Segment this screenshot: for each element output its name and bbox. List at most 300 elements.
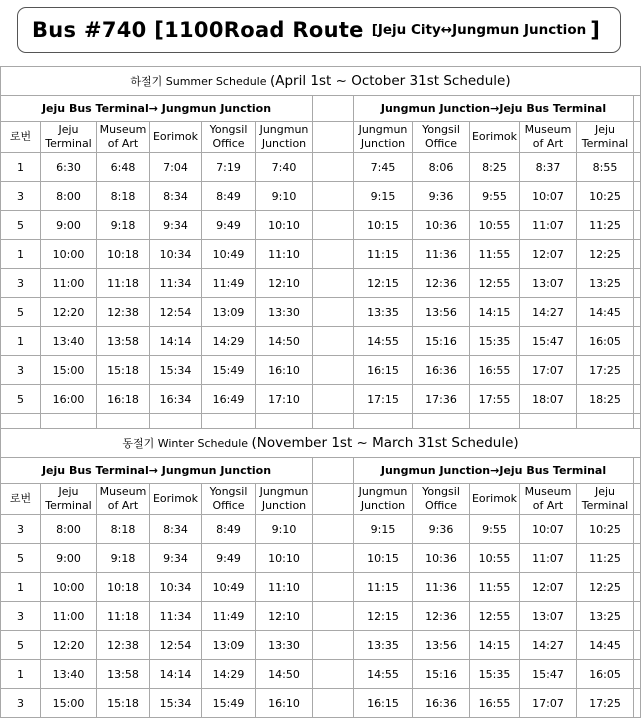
departure-time: 11:15 (354, 240, 413, 269)
stop-name-line2: of Art (532, 499, 564, 512)
edge-cell (634, 298, 641, 327)
departure-time: 10:49 (202, 573, 256, 602)
blank-cell (354, 414, 413, 429)
season-dates: (November 1st ~ March 31st Schedule) (251, 435, 519, 451)
stop-name-line2: Terminal (45, 137, 92, 150)
blank-cell (150, 414, 202, 429)
departure-time: 13:25 (577, 602, 634, 631)
departure-time: 13:35 (354, 631, 413, 660)
table-row (1, 327, 641, 356)
departure-time: 10:15 (354, 544, 413, 573)
table-row (1, 211, 641, 240)
stop-name-line2: Terminal (45, 499, 92, 512)
stop-name-line2: Junction (360, 499, 406, 512)
route-number: 3 (1, 356, 41, 385)
departure-time: 8:34 (150, 515, 202, 544)
stop-name-line2: of Art (107, 137, 139, 150)
departure-time: 9:55 (470, 182, 520, 211)
departure-time: 11:36 (413, 573, 470, 602)
departure-time: 8:49 (202, 182, 256, 211)
departure-time: 14:27 (520, 631, 577, 660)
departure-time: 12:20 (41, 298, 97, 327)
winter-season-title (1, 429, 641, 458)
departure-time: 16:49 (202, 385, 256, 414)
departure-time: 11:00 (41, 269, 97, 298)
title-bracket-right: ] (590, 18, 600, 42)
edge-cell (634, 327, 641, 356)
stop-name-line1: Jeju (58, 123, 79, 136)
departure-time: 12:20 (41, 631, 97, 660)
departure-time: 15:49 (202, 689, 256, 718)
route-number: 3 (1, 182, 41, 211)
route-number: 1 (1, 573, 41, 602)
departure-time: 11:10 (256, 240, 313, 269)
departure-time: 13:40 (41, 660, 97, 689)
departure-time: 18:25 (577, 385, 634, 414)
departure-time: 16:05 (577, 660, 634, 689)
departure-time: 14:29 (202, 660, 256, 689)
table-row (1, 240, 641, 269)
departure-time: 9:55 (470, 515, 520, 544)
departure-time: 9:49 (202, 211, 256, 240)
stop-name-line1: Museum (524, 485, 572, 498)
edge-cell (634, 544, 641, 573)
departure-time: 15:35 (470, 660, 520, 689)
departure-time: 7:45 (354, 153, 413, 182)
departure-time: 11:34 (150, 602, 202, 631)
route-number: 3 (1, 269, 41, 298)
page-title: Bus #740 [1100Road Route (32, 18, 364, 42)
table-row (1, 269, 641, 298)
departure-time: 10:18 (97, 573, 150, 602)
departure-time: 15:49 (202, 356, 256, 385)
table-row (1, 182, 641, 211)
departure-time: 12:07 (520, 240, 577, 269)
departure-time: 9:34 (150, 544, 202, 573)
blank-cell (520, 414, 577, 429)
spacer-cell (313, 327, 354, 356)
edge-cell (634, 515, 641, 544)
stop-header-outbound (150, 122, 202, 153)
summer-direction-outbound: Jeju Bus Terminal→ Jungmun Junction (1, 96, 313, 122)
stop-name-line1: Yongsil (422, 123, 460, 136)
stop-name-line1: Jungmun (358, 123, 408, 136)
departure-time: 14:50 (256, 327, 313, 356)
departure-time: 11:25 (577, 211, 634, 240)
departure-time: 11:55 (470, 240, 520, 269)
departure-time: 16:18 (97, 385, 150, 414)
summer-season-title (1, 67, 641, 96)
departure-time: 12:38 (97, 631, 150, 660)
departure-time: 10:36 (413, 544, 470, 573)
stop-header-inbound (520, 122, 577, 153)
stop-name-line2: Terminal (581, 499, 629, 512)
departure-time: 7:40 (256, 153, 313, 182)
edge-cell (634, 122, 641, 153)
spacer-cell (313, 153, 354, 182)
season-korean: 동절기 (122, 437, 155, 450)
edge-cell (634, 182, 641, 211)
departure-time: 16:55 (470, 356, 520, 385)
stop-header-inbound (577, 484, 634, 515)
departure-time: 8:25 (470, 153, 520, 182)
departure-time: 12:36 (413, 602, 470, 631)
stop-name-line1: Yongsil (209, 485, 248, 498)
departure-time: 11:15 (354, 573, 413, 602)
winter-direction-inbound: Jungmun Junction→Jeju Bus Terminal (354, 458, 634, 484)
departure-time: 17:36 (413, 385, 470, 414)
spacer-cell (313, 269, 354, 298)
departure-time: 11:07 (520, 544, 577, 573)
route-number: 5 (1, 385, 41, 414)
spacer-cell (313, 515, 354, 544)
departure-time: 16:10 (256, 689, 313, 718)
departure-time: 11:18 (97, 269, 150, 298)
stop-name-line1: Eorimok (471, 130, 518, 143)
blank-cell (202, 414, 256, 429)
departure-time: 10:00 (41, 573, 97, 602)
table-row (1, 573, 641, 602)
departure-time: 11:34 (150, 269, 202, 298)
route-number: 5 (1, 544, 41, 573)
edge-cell (634, 689, 641, 718)
stop-name-line2: of Art (532, 137, 564, 150)
departure-time: 10:34 (150, 573, 202, 602)
table-row (1, 689, 641, 718)
departure-time: 11:18 (97, 602, 150, 631)
route-subtitle: [Jeju City↔Jungmun Junction (371, 22, 587, 38)
edge-cell (634, 96, 641, 122)
departure-time: 9:18 (97, 211, 150, 240)
table-row (1, 356, 641, 385)
season-english: Summer Schedule (165, 75, 267, 88)
departure-time: 14:45 (577, 298, 634, 327)
departure-time: 17:07 (520, 689, 577, 718)
departure-time: 12:55 (470, 269, 520, 298)
spacer-cell (313, 240, 354, 269)
departure-time: 13:07 (520, 269, 577, 298)
stop-header-outbound (97, 122, 150, 153)
departure-time: 16:55 (470, 689, 520, 718)
stop-header-inbound (470, 484, 520, 515)
stop-header-inbound (470, 122, 520, 153)
departure-time: 12:54 (150, 298, 202, 327)
edge-cell (634, 660, 641, 689)
departure-time: 16:36 (413, 356, 470, 385)
spacer-cell (313, 182, 354, 211)
edge-cell (634, 211, 641, 240)
edge-cell (634, 240, 641, 269)
departure-time: 8:00 (41, 182, 97, 211)
departure-time: 12:25 (577, 573, 634, 602)
edge-cell (634, 385, 641, 414)
spacer-cell (313, 544, 354, 573)
departure-time: 10:49 (202, 240, 256, 269)
departure-time: 12:36 (413, 269, 470, 298)
departure-time: 12:38 (97, 298, 150, 327)
departure-time: 9:36 (413, 515, 470, 544)
departure-time: 11:55 (470, 573, 520, 602)
departure-time: 17:25 (577, 356, 634, 385)
departure-time: 10:55 (470, 211, 520, 240)
stop-header-inbound (413, 484, 470, 515)
departure-time: 14:45 (577, 631, 634, 660)
blank-cell (256, 414, 313, 429)
route-number: 1 (1, 327, 41, 356)
departure-time: 14:29 (202, 327, 256, 356)
stop-name-line1: Jeju (594, 485, 616, 498)
stop-name-line1: Eorimok (152, 130, 199, 143)
edge-cell (634, 153, 641, 182)
departure-time: 7:04 (150, 153, 202, 182)
spacer-cell (313, 96, 354, 122)
spacer-cell (313, 298, 354, 327)
stop-header-outbound (97, 484, 150, 515)
stop-header-outbound (256, 122, 313, 153)
departure-time: 17:15 (354, 385, 413, 414)
stop-name-line1: Museum (99, 123, 147, 136)
stop-name-line1: Yongsil (422, 485, 460, 498)
departure-time: 10:25 (577, 182, 634, 211)
departure-time: 14:55 (354, 327, 413, 356)
stop-header-inbound (413, 122, 470, 153)
stop-header-outbound (150, 484, 202, 515)
departure-time: 12:55 (470, 602, 520, 631)
departure-time: 13:30 (256, 631, 313, 660)
departure-time: 13:09 (202, 298, 256, 327)
departure-time: 10:36 (413, 211, 470, 240)
departure-time: 10:55 (470, 544, 520, 573)
departure-time: 13:07 (520, 602, 577, 631)
edge-cell (634, 484, 641, 515)
departure-time: 16:15 (354, 356, 413, 385)
departure-time: 10:10 (256, 211, 313, 240)
departure-time: 10:18 (97, 240, 150, 269)
departure-time: 9:10 (256, 515, 313, 544)
blank-cell (634, 414, 641, 429)
title-bar (0, 0, 642, 66)
departure-time: 13:58 (97, 660, 150, 689)
blank-cell (577, 414, 634, 429)
departure-time: 16:05 (577, 327, 634, 356)
route-number: 5 (1, 298, 41, 327)
departure-time: 15:18 (97, 689, 150, 718)
route-number: 3 (1, 515, 41, 544)
spacer-cell (313, 458, 354, 484)
departure-time: 6:48 (97, 153, 150, 182)
departure-time: 11:49 (202, 602, 256, 631)
departure-time: 13:56 (413, 298, 470, 327)
stop-name-line2: Junction (261, 499, 307, 512)
table-row (1, 153, 641, 182)
departure-time: 13:25 (577, 269, 634, 298)
departure-time: 8:34 (150, 182, 202, 211)
stop-header-inbound (354, 484, 413, 515)
departure-time: 9:00 (41, 544, 97, 573)
stop-name-line1: Museum (524, 123, 572, 136)
departure-time: 15:34 (150, 356, 202, 385)
departure-time: 11:25 (577, 544, 634, 573)
departure-time: 12:15 (354, 602, 413, 631)
stop-name-line1: Yongsil (209, 123, 248, 136)
departure-time: 9:36 (413, 182, 470, 211)
spacer-cell (313, 689, 354, 718)
departure-time: 11:00 (41, 602, 97, 631)
table-row (1, 544, 641, 573)
departure-time: 10:15 (354, 211, 413, 240)
departure-time: 14:15 (470, 631, 520, 660)
stop-name-line1: Jeju (58, 485, 79, 498)
spacer-cell (313, 211, 354, 240)
stop-name-line2: Terminal (581, 137, 629, 150)
departure-time: 15:00 (41, 689, 97, 718)
departure-time: 16:15 (354, 689, 413, 718)
departure-time: 9:18 (97, 544, 150, 573)
departure-time: 9:15 (354, 182, 413, 211)
route-number: 1 (1, 240, 41, 269)
stop-header-outbound (41, 122, 97, 153)
blank-cell (413, 414, 470, 429)
stop-name-line2: of Art (107, 499, 139, 512)
stop-name-line1: Eorimok (152, 492, 199, 505)
table-row (1, 660, 641, 689)
spacer-cell (313, 573, 354, 602)
departure-time: 6:30 (41, 153, 97, 182)
table-row (1, 631, 641, 660)
stop-name-line2: Office (212, 499, 245, 512)
spacer-cell (313, 385, 354, 414)
route-number: 1 (1, 660, 41, 689)
stop-header-outbound (256, 484, 313, 515)
route-number-header: 로번 (1, 484, 41, 515)
departure-time: 10:34 (150, 240, 202, 269)
winter-direction-outbound: Jeju Bus Terminal→ Jungmun Junction (1, 458, 313, 484)
departure-time: 14:55 (354, 660, 413, 689)
season-english: Winter Schedule (157, 437, 249, 450)
stop-header-outbound (202, 484, 256, 515)
stop-name-line2: Office (424, 137, 458, 150)
departure-time: 9:49 (202, 544, 256, 573)
departure-time: 15:18 (97, 356, 150, 385)
stop-name-line1: Museum (99, 485, 147, 498)
departure-time: 8:18 (97, 182, 150, 211)
departure-time: 15:47 (520, 327, 577, 356)
route-number: 3 (1, 602, 41, 631)
departure-time: 17:07 (520, 356, 577, 385)
departure-time: 10:25 (577, 515, 634, 544)
departure-time: 7:19 (202, 153, 256, 182)
route-number: 5 (1, 631, 41, 660)
departure-time: 8:55 (577, 153, 634, 182)
blank-cell (313, 414, 354, 429)
blank-cell (470, 414, 520, 429)
departure-time: 13:56 (413, 631, 470, 660)
edge-cell (634, 602, 641, 631)
departure-time: 11:07 (520, 211, 577, 240)
blank-cell (41, 414, 97, 429)
stop-header-inbound (577, 122, 634, 153)
departure-time: 17:10 (256, 385, 313, 414)
stop-header-inbound (520, 484, 577, 515)
departure-time: 15:35 (470, 327, 520, 356)
edge-cell (634, 631, 641, 660)
stop-name-line1: Eorimok (471, 492, 518, 505)
departure-time: 9:15 (354, 515, 413, 544)
departure-time: 16:10 (256, 356, 313, 385)
departure-time: 10:00 (41, 240, 97, 269)
stop-header-outbound (41, 484, 97, 515)
spacer-cell (313, 631, 354, 660)
departure-time: 13:40 (41, 327, 97, 356)
departure-time: 10:10 (256, 544, 313, 573)
edge-cell (634, 573, 641, 602)
route-number-header: 로번 (1, 122, 41, 153)
departure-time: 17:55 (470, 385, 520, 414)
departure-time: 12:25 (577, 240, 634, 269)
departure-time: 9:34 (150, 211, 202, 240)
departure-time: 9:00 (41, 211, 97, 240)
departure-time: 16:36 (413, 689, 470, 718)
spacer-cell (313, 122, 354, 153)
stop-name-line1: Jungmun (259, 123, 309, 136)
departure-time: 8:18 (97, 515, 150, 544)
departure-time: 14:27 (520, 298, 577, 327)
departure-time: 15:16 (413, 327, 470, 356)
departure-time: 8:37 (520, 153, 577, 182)
stop-header-outbound (202, 122, 256, 153)
stop-name-line2: Junction (261, 137, 307, 150)
season-korean: 하절기 (130, 75, 163, 88)
departure-time: 13:35 (354, 298, 413, 327)
departure-time: 8:06 (413, 153, 470, 182)
spacer-cell (313, 484, 354, 515)
stop-name-line1: Jungmun (259, 485, 309, 498)
table-row (1, 298, 641, 327)
edge-cell (634, 458, 641, 484)
departure-time: 15:47 (520, 660, 577, 689)
departure-time: 12:07 (520, 573, 577, 602)
departure-time: 16:00 (41, 385, 97, 414)
schedule-body (1, 67, 641, 718)
departure-time: 11:49 (202, 269, 256, 298)
table-row (1, 602, 641, 631)
blank-cell (1, 414, 41, 429)
departure-time: 13:30 (256, 298, 313, 327)
departure-time: 12:10 (256, 269, 313, 298)
departure-time: 14:50 (256, 660, 313, 689)
departure-time: 11:36 (413, 240, 470, 269)
departure-time: 13:09 (202, 631, 256, 660)
departure-time: 15:16 (413, 660, 470, 689)
departure-time: 13:58 (97, 327, 150, 356)
edge-cell (634, 269, 641, 298)
summer-direction-inbound: Jungmun Junction→Jeju Bus Terminal (354, 96, 634, 122)
departure-time: 11:10 (256, 573, 313, 602)
departure-time: 12:54 (150, 631, 202, 660)
title-box (17, 7, 621, 53)
stop-name-line2: Junction (360, 137, 406, 150)
departure-time: 12:15 (354, 269, 413, 298)
departure-time: 15:34 (150, 689, 202, 718)
departure-time: 18:07 (520, 385, 577, 414)
table-row (1, 385, 641, 414)
route-number: 5 (1, 211, 41, 240)
departure-time: 8:49 (202, 515, 256, 544)
spacer-cell (313, 356, 354, 385)
departure-time: 14:15 (470, 298, 520, 327)
table-row (1, 515, 641, 544)
departure-time: 17:25 (577, 689, 634, 718)
